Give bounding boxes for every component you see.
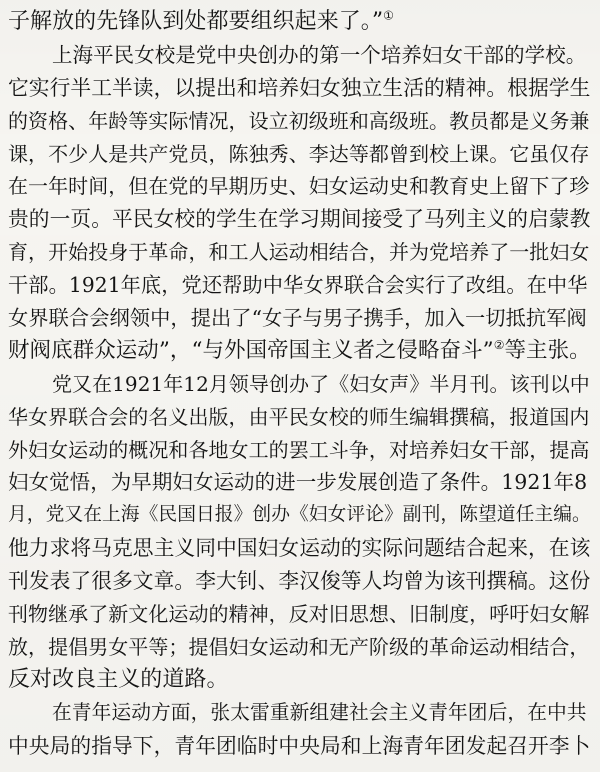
text-line <box>8 434 592 467</box>
text-line-content: 的资格、年龄等实际情况，设立初级班和高级班。教员都是义务兼 <box>8 108 590 133</box>
text-line <box>8 335 592 368</box>
text-line <box>8 39 592 72</box>
text-line-content: 女界联合会纲领中，提出了“女子与男子携手，加入一切抵抗军阀 <box>8 306 587 331</box>
text-line <box>8 302 592 335</box>
footnote-marker: ① <box>383 8 394 23</box>
text-line-content: 在一年时间，但在党的早期历史、妇女运动史和教育史上留下了珍 <box>8 174 590 199</box>
text-line-content: 干部。1921年底，党还帮助中华女界联合会实行了改组。在中华 <box>8 273 588 298</box>
text-line <box>8 138 592 171</box>
text-line-content: 刊发表了很多文章。李大钊、李汉俊等人均曾为该刊撰稿。这份 <box>8 569 591 594</box>
text-line-content: 上海平民女校是党中央创办的第一个培养妇女干部的学校。 <box>52 42 587 67</box>
text-line <box>8 598 592 631</box>
text-line <box>8 697 592 730</box>
text-line <box>8 170 592 203</box>
text-line <box>8 466 592 499</box>
body-text <box>8 6 592 762</box>
text-line-content: 育，开始投身于革命，和工人运动相结合，并为党培养了一批妇女 <box>8 240 590 265</box>
footnote-marker: ② <box>493 337 505 352</box>
text-line-content: 贵的一页。平民女校的学生在学习期间接受了马列主义的启蒙教 <box>8 207 591 232</box>
text-line-content: 党又在1921年12月领导创办了《妇女声》半月刊。该刊以中 <box>52 371 590 396</box>
text-line <box>8 631 592 664</box>
text-line <box>8 236 592 269</box>
text-line <box>8 532 592 565</box>
text-line-content: 在青年运动方面，张太雷重新组建社会主义青年团后，在中共 <box>52 700 587 724</box>
text-line <box>8 105 592 138</box>
text-line-content: 外妇女运动的概况和各地女工的罢工斗争，对培养妇女干部，提高 <box>8 437 590 462</box>
text-line-content: 刊物继承了新文化运动的精神，反对旧思想、旧制度，呼吁妇女解 <box>8 602 590 627</box>
text-line-content: 课，不少人是共产党员，陈独秀、李达等都曾到校上课。它虽仅存 <box>8 141 590 166</box>
text-line-content: 反对改良主义的道路。 <box>8 666 229 692</box>
text-line-content: 放，提倡男女平等；提倡妇女运动和无产阶级的革命运动相结合， <box>8 634 590 659</box>
text-line-content: 它实行半工半读，以提出和培养妇女独立生活的精神。根据学生 <box>8 75 591 100</box>
text-line-content: 中央局的指导下，青年团临时中央局和上海青年团发起召开李卜 <box>8 733 591 758</box>
text-line <box>8 730 592 763</box>
text-line-content: 子解放的先锋队到处都要组织起来了。” <box>8 9 384 34</box>
text-line <box>8 401 592 434</box>
text-line-content: 华女界联合会的名义出版，由平民女校的师生编辑撰稿，报道国内 <box>8 404 590 429</box>
text-line <box>8 72 592 105</box>
text-line <box>8 368 592 401</box>
text-line-content: 他力求将马克思主义同中国妇女运动的实际问题结合起来，在该 <box>8 536 591 561</box>
text-line-tail: 等主张。 <box>504 337 591 363</box>
text-line-content: 财阀底群众运动”，“与外国帝国主义者之侵略奋斗” <box>8 337 494 363</box>
text-line <box>8 499 592 532</box>
text-line-content: 妇女觉悟，为早期妇女运动的进一步发展创造了条件。1921年8 <box>8 470 588 495</box>
text-line <box>8 565 592 598</box>
text-line <box>8 203 592 236</box>
text-line <box>8 664 592 697</box>
text-line <box>8 6 592 39</box>
text-line <box>8 269 592 302</box>
text-line-content: 月，党又在上海《民国日报》创办《妇女评论》副刊，陈望道任主编。 <box>8 504 591 526</box>
